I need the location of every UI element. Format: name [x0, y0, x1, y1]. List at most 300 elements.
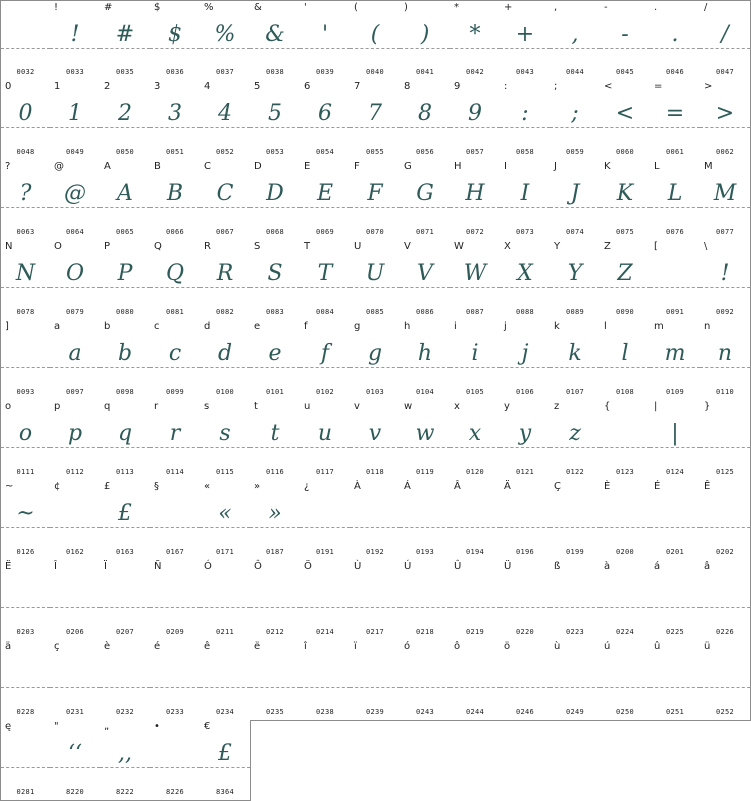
glyph-cell-label: r: [154, 401, 159, 412]
glyph-cell: [650, 80, 701, 161]
glyph-cell-label: V: [404, 241, 411, 252]
glyph-sample: ': [321, 22, 329, 47]
glyph-code: 0071: [415, 228, 435, 236]
glyph-code: 0089: [565, 308, 585, 316]
glyph-cell-label: m: [654, 321, 664, 332]
glyph-cell: [200, 400, 251, 481]
glyph-code: 0112: [65, 468, 85, 476]
glyph-cell: [300, 480, 351, 561]
glyph-code: 0107: [565, 388, 585, 396]
glyph-cell: [50, 160, 101, 241]
glyph-cell: [450, 560, 501, 641]
glyph-cell-label: Ù: [354, 561, 362, 572]
glyph-cell: [600, 480, 651, 561]
glyph-sample: (: [370, 22, 380, 47]
glyph-cell-label: :: [504, 81, 508, 92]
glyph-cell: [100, 80, 151, 161]
baseline-divider: [400, 527, 450, 528]
glyph-code: 0039: [315, 68, 335, 76]
glyph-cell-label: 5: [254, 81, 261, 92]
glyph-cell: [100, 720, 151, 801]
glyph-cell: [100, 240, 151, 321]
glyph-sample: 2: [118, 101, 132, 126]
glyph-cell: [200, 0, 251, 81]
glyph-cell-label: È: [604, 481, 611, 492]
glyph-cell-label: #: [104, 2, 113, 13]
glyph-code: 0102: [315, 388, 335, 396]
glyph-cell-label: û: [654, 641, 661, 652]
glyph-cell-label: ú: [604, 641, 611, 652]
glyph-cell: [500, 480, 551, 561]
baseline-divider: [100, 687, 150, 688]
glyph-cell: [550, 400, 601, 481]
baseline-divider: [150, 767, 200, 768]
glyph-sample: ?: [19, 181, 32, 206]
glyph-cell: [0, 480, 51, 561]
glyph-code: 0119: [415, 468, 435, 476]
glyph-cell: [300, 560, 351, 641]
baseline-divider: [500, 527, 550, 528]
glyph-sample: A: [117, 181, 133, 206]
glyph-cell: [0, 720, 51, 801]
baseline-divider: [700, 687, 750, 688]
glyph-cell: [50, 480, 101, 561]
glyph-cell-label: è: [104, 641, 111, 652]
glyph-code: 0120: [465, 468, 485, 476]
glyph-cell: [50, 640, 101, 721]
glyph-sample: «: [218, 501, 232, 526]
glyph-code: 0244: [465, 708, 485, 716]
glyph-cell: [350, 160, 401, 241]
glyph-cell: [100, 480, 151, 561]
glyph-sample: v: [368, 421, 382, 446]
glyph-code: 0101: [265, 388, 285, 396]
glyph-cell: [150, 240, 201, 321]
glyph-cell-label: !: [54, 2, 59, 13]
glyph-cell-label: Ê: [704, 481, 711, 492]
glyph-cell-label: ê: [204, 641, 211, 652]
glyph-cell: [50, 320, 101, 401]
glyph-cell-label: o: [5, 401, 12, 412]
baseline-divider: [1, 367, 50, 368]
glyph-cell: [350, 400, 401, 481]
glyph-cell-label: 8: [404, 81, 411, 92]
glyph-cell-label: Ü: [504, 561, 512, 572]
glyph-cell-label: c: [154, 321, 160, 332]
glyph-code: 0217: [365, 628, 385, 636]
glyph-cell-label: ä: [5, 641, 12, 652]
glyph-sample: >: [715, 101, 735, 126]
glyph-sample: ,: [571, 22, 579, 47]
glyph-code: 0059: [565, 148, 585, 156]
glyph-cell: [450, 80, 501, 161]
glyph-cell: [700, 640, 751, 721]
glyph-cell-label: M: [704, 161, 713, 172]
glyph-sample: ;: [571, 101, 579, 126]
glyph-code: 0044: [565, 68, 585, 76]
glyph-code: 0057: [465, 148, 485, 156]
glyph-code: 0162: [65, 548, 85, 556]
glyph-cell: [450, 640, 501, 721]
glyph-code: 0124: [665, 468, 685, 476]
glyph-cell-label: s: [204, 401, 210, 412]
glyph-cell-label: 2: [104, 81, 111, 92]
glyph-cell-label: %: [204, 2, 214, 13]
glyph-code: 0194: [465, 548, 485, 556]
glyph-cell: [300, 160, 351, 241]
glyph-code: 0066: [165, 228, 185, 236]
glyph-sample: w: [415, 421, 435, 446]
glyph-cell: [450, 0, 501, 81]
glyph-code: 0045: [615, 68, 635, 76]
glyph-cell-label: ]: [5, 321, 9, 332]
baseline-divider: [700, 607, 750, 608]
glyph-cell: [150, 400, 201, 481]
glyph-cell-label: á: [654, 561, 661, 572]
glyph-cell-label: ,: [554, 2, 558, 13]
glyph-cell-label: @: [54, 161, 64, 172]
glyph-cell-label: (: [354, 2, 358, 13]
glyph-sample: #: [115, 22, 135, 47]
glyph-cell: [150, 320, 201, 401]
baseline-divider: [450, 527, 500, 528]
glyph-cell-label: §: [154, 481, 159, 492]
glyph-sample: P: [117, 261, 133, 286]
glyph-cell-label: +: [504, 2, 513, 13]
glyph-cell: [350, 560, 401, 641]
glyph-sample: &: [265, 22, 285, 47]
glyph-cell-label: Q: [154, 241, 162, 252]
glyph-code: 0046: [665, 68, 685, 76]
glyph-sample: J: [570, 181, 580, 206]
glyph-cell-label: 0: [5, 81, 12, 92]
glyph-code: 0062: [715, 148, 735, 156]
glyph-cell-label: ¢: [54, 481, 61, 492]
glyph-cell-label: /: [704, 2, 708, 13]
glyph-code: 0121: [515, 468, 535, 476]
glyph-cell: [550, 640, 601, 721]
glyph-cell-label: Û: [454, 561, 462, 572]
glyph-code: 0035: [115, 68, 135, 76]
baseline-divider: [300, 687, 350, 688]
glyph-cell-label: P: [104, 241, 111, 252]
glyph-cell: [550, 80, 601, 161]
baseline-divider: [1, 48, 50, 49]
glyph-sample: !: [70, 22, 80, 47]
baseline-divider: [250, 607, 300, 608]
baseline-divider: [650, 607, 700, 608]
glyph-sample: U: [365, 261, 385, 286]
glyph-code: 0064: [65, 228, 85, 236]
glyph-cell: [200, 640, 251, 721]
glyph-cell-label: S: [254, 241, 261, 252]
glyph-sample: 0: [18, 101, 33, 126]
glyph-cell-label: =: [654, 81, 663, 92]
glyph-sample: t: [270, 421, 280, 446]
glyph-sample: @: [64, 181, 86, 206]
glyph-cell-label: C: [204, 161, 211, 172]
glyph-cell: [350, 0, 401, 81]
glyph-cell: [350, 80, 401, 161]
glyph-cell: [50, 560, 101, 641]
baseline-divider: [1, 607, 50, 608]
glyph-sample: s: [219, 421, 231, 446]
baseline-divider: [200, 687, 250, 688]
glyph-code: 0171: [215, 548, 235, 556]
baseline-divider: [600, 447, 650, 448]
glyph-code: 0078: [16, 308, 35, 316]
glyph-code: 0048: [16, 148, 35, 156]
baseline-divider: [50, 527, 100, 528]
glyph-cell-label: „: [104, 721, 110, 732]
glyph-code: 0125: [715, 468, 735, 476]
glyph-sample: L: [667, 181, 683, 206]
glyph-code: 0073: [515, 228, 535, 236]
glyph-sample: b: [117, 341, 133, 366]
glyph-code: 8364: [215, 788, 235, 796]
glyph-sample: ): [420, 22, 430, 47]
glyph-cell-label: ó: [404, 641, 411, 652]
glyph-code: 0068: [265, 228, 285, 236]
glyph-code: 0076: [665, 228, 685, 236]
glyph-code: 0075: [615, 228, 635, 236]
glyph-cell-label: q: [104, 401, 111, 412]
glyph-code: 0060: [615, 148, 635, 156]
glyph-cell-label: Â: [454, 481, 461, 492]
glyph-sample: 4: [218, 101, 232, 126]
glyph-code: 0207: [115, 628, 135, 636]
glyph-cell-label: ę: [5, 721, 12, 732]
glyph-cell: [550, 240, 601, 321]
glyph-cell: [600, 560, 651, 641]
glyph-cell: [700, 0, 751, 81]
glyph-cell-label: j: [504, 321, 507, 332]
glyph-code: 0041: [415, 68, 435, 76]
glyph-cell: [250, 640, 301, 721]
baseline-divider: [50, 687, 100, 688]
glyph-code: 0211: [215, 628, 235, 636]
glyph-cell: [700, 160, 751, 241]
glyph-code: 0114: [165, 468, 185, 476]
glyph-sample: 5: [268, 101, 282, 126]
glyph-cell-label: «: [204, 481, 211, 492]
glyph-code: 0108: [615, 388, 635, 396]
glyph-code: 0223: [565, 628, 585, 636]
glyph-code: 0202: [715, 548, 735, 556]
glyph-sample: u: [317, 421, 333, 446]
glyph-cell: [500, 400, 551, 481]
glyph-cell: [400, 640, 451, 721]
glyph-code: 0067: [215, 228, 235, 236]
glyph-code: 0196: [515, 548, 535, 556]
glyph-cell-label: ç: [54, 641, 60, 652]
glyph-cell-label: â: [704, 561, 711, 572]
glyph-sample: g: [367, 341, 383, 366]
glyph-sample: =: [665, 101, 685, 126]
baseline-divider: [1, 767, 50, 768]
baseline-divider: [350, 527, 400, 528]
glyph-cell: [250, 240, 301, 321]
glyph-cell: [400, 160, 451, 241]
glyph-cell-label: -: [604, 2, 608, 13]
glyph-code: 8220: [65, 788, 85, 796]
glyph-cell: [650, 640, 701, 721]
glyph-cell: [100, 560, 151, 641]
glyph-cell: [50, 0, 101, 81]
glyph-cell-label: i: [454, 321, 457, 332]
glyph-sample: .: [671, 22, 679, 47]
glyph-sample: I: [520, 181, 530, 206]
glyph-cell: [300, 0, 351, 81]
baseline-divider: [500, 607, 550, 608]
glyph-cell: [400, 0, 451, 81]
glyph-sample: d: [217, 341, 233, 366]
glyph-cell-label: L: [654, 161, 660, 172]
glyph-cell-label: I: [504, 161, 507, 172]
glyph-code: 0239: [365, 708, 385, 716]
glyph-cell: [150, 560, 201, 641]
glyph-cell: [200, 320, 251, 401]
glyph-cell-label: *: [454, 2, 459, 13]
glyph-cell-label: Ë: [5, 561, 12, 572]
glyph-cell-label: Ô: [254, 561, 262, 572]
baseline-divider: [50, 607, 100, 608]
glyph-cell: [550, 560, 601, 641]
glyph-code: 0103: [365, 388, 385, 396]
glyph-code: 0233: [165, 708, 185, 716]
glyph-cell: [200, 560, 251, 641]
glyph-cell-label: u: [304, 401, 311, 412]
glyph-cell: [200, 480, 251, 561]
baseline-divider: [150, 527, 200, 528]
glyph-cell-label: ': [304, 2, 307, 13]
glyph-code: 0088: [515, 308, 535, 316]
glyph-code: 0055: [365, 148, 385, 156]
glyph-cell-label: y: [504, 401, 510, 412]
glyph-sample: l: [621, 341, 629, 366]
glyph-sample: C: [216, 181, 234, 206]
glyph-code: 0053: [265, 148, 285, 156]
glyph-cell-label: ": [54, 721, 59, 732]
glyph-cell: [150, 160, 201, 241]
glyph-code: 0228: [16, 708, 35, 716]
baseline-divider: [200, 607, 250, 608]
glyph-cell: [150, 480, 201, 561]
glyph-cell: [100, 320, 151, 401]
glyph-cell: [400, 480, 451, 561]
glyph-sample: E: [316, 181, 334, 206]
glyph-cell-label: R: [204, 241, 211, 252]
glyph-code: 0251: [665, 708, 685, 716]
glyph-sample: a: [68, 341, 82, 366]
glyph-code: 0049: [65, 148, 85, 156]
glyph-cell: [400, 400, 451, 481]
glyph-cell-label: Ó: [204, 561, 212, 572]
glyph-cell-label: Ä: [504, 481, 511, 492]
baseline-divider: [150, 687, 200, 688]
glyph-sample: Q: [165, 261, 185, 286]
glyph-cell-label: E: [304, 161, 311, 172]
glyph-code: 0193: [415, 548, 435, 556]
glyph-cell: [300, 240, 351, 321]
glyph-sample: O: [65, 261, 85, 286]
glyph-cell: [700, 400, 751, 481]
glyph-cell-label: î: [304, 641, 307, 652]
baseline-divider: [500, 687, 550, 688]
glyph-code: 0032: [16, 68, 35, 76]
glyph-cell-label: A: [104, 161, 111, 172]
glyph-cell-label: Ç: [554, 481, 561, 492]
glyph-code: 0098: [115, 388, 135, 396]
glyph-sample: o: [18, 421, 33, 446]
glyph-cell-label: ?: [5, 161, 11, 172]
glyph-sample: n: [717, 341, 733, 366]
glyph-cell: [650, 0, 701, 81]
baseline-divider: [650, 527, 700, 528]
glyph-cell: [650, 400, 701, 481]
glyph-cell-label: G: [404, 161, 412, 172]
glyph-cell: [200, 240, 251, 321]
glyph-cell: [700, 320, 751, 401]
glyph-cell: [0, 80, 51, 161]
glyph-sample: e: [268, 341, 282, 366]
glyph-cell: [550, 0, 601, 81]
baseline-divider: [450, 607, 500, 608]
glyph-cell-label: •: [154, 721, 160, 732]
baseline-divider: [600, 687, 650, 688]
glyph-sample: -: [621, 22, 629, 47]
baseline-divider: [300, 527, 350, 528]
glyph-sample: £: [118, 501, 132, 526]
glyph-sample: %: [214, 22, 236, 47]
glyph-code: 8222: [115, 788, 135, 796]
glyph-cell-label: g: [354, 321, 361, 332]
glyph-cell: [450, 160, 501, 241]
glyph-code: 0225: [665, 628, 685, 636]
glyph-cell-label: {: [604, 401, 611, 412]
glyph-cell: [200, 80, 251, 161]
glyph-cell: [150, 0, 201, 81]
glyph-code: 0061: [665, 148, 685, 156]
glyph-cell-label: Á: [404, 481, 411, 492]
baseline-divider: [650, 687, 700, 688]
glyph-code: 0118: [365, 468, 385, 476]
glyph-cell-label: |: [654, 401, 658, 412]
glyph-cell: [250, 560, 301, 641]
glyph-code: 0252: [715, 708, 735, 716]
glyph-cell-label: ù: [554, 641, 561, 652]
glyph-cell-label: F: [354, 161, 360, 172]
glyph-cell-label: ü: [704, 641, 711, 652]
glyph-sample: <: [615, 101, 635, 126]
glyph-cell-label: ï: [354, 641, 357, 652]
glyph-cell: [350, 320, 401, 401]
glyph-cell: [400, 80, 451, 161]
glyph-sample: z: [569, 421, 581, 446]
glyph-code: 0203: [16, 628, 35, 636]
glyph-code: 0200: [615, 548, 635, 556]
glyph-cell: [600, 640, 651, 721]
glyph-cell-label: Ñ: [154, 561, 162, 572]
glyph-code: 0069: [315, 228, 335, 236]
glyph-sample: M: [713, 181, 737, 206]
glyph-cell-label: H: [454, 161, 462, 172]
glyph-cell-label: <: [604, 81, 613, 92]
glyph-cell: [250, 160, 301, 241]
glyph-code: 0206: [65, 628, 85, 636]
glyph-cell-label: K: [604, 161, 611, 172]
glyph-code: 0105: [465, 388, 485, 396]
